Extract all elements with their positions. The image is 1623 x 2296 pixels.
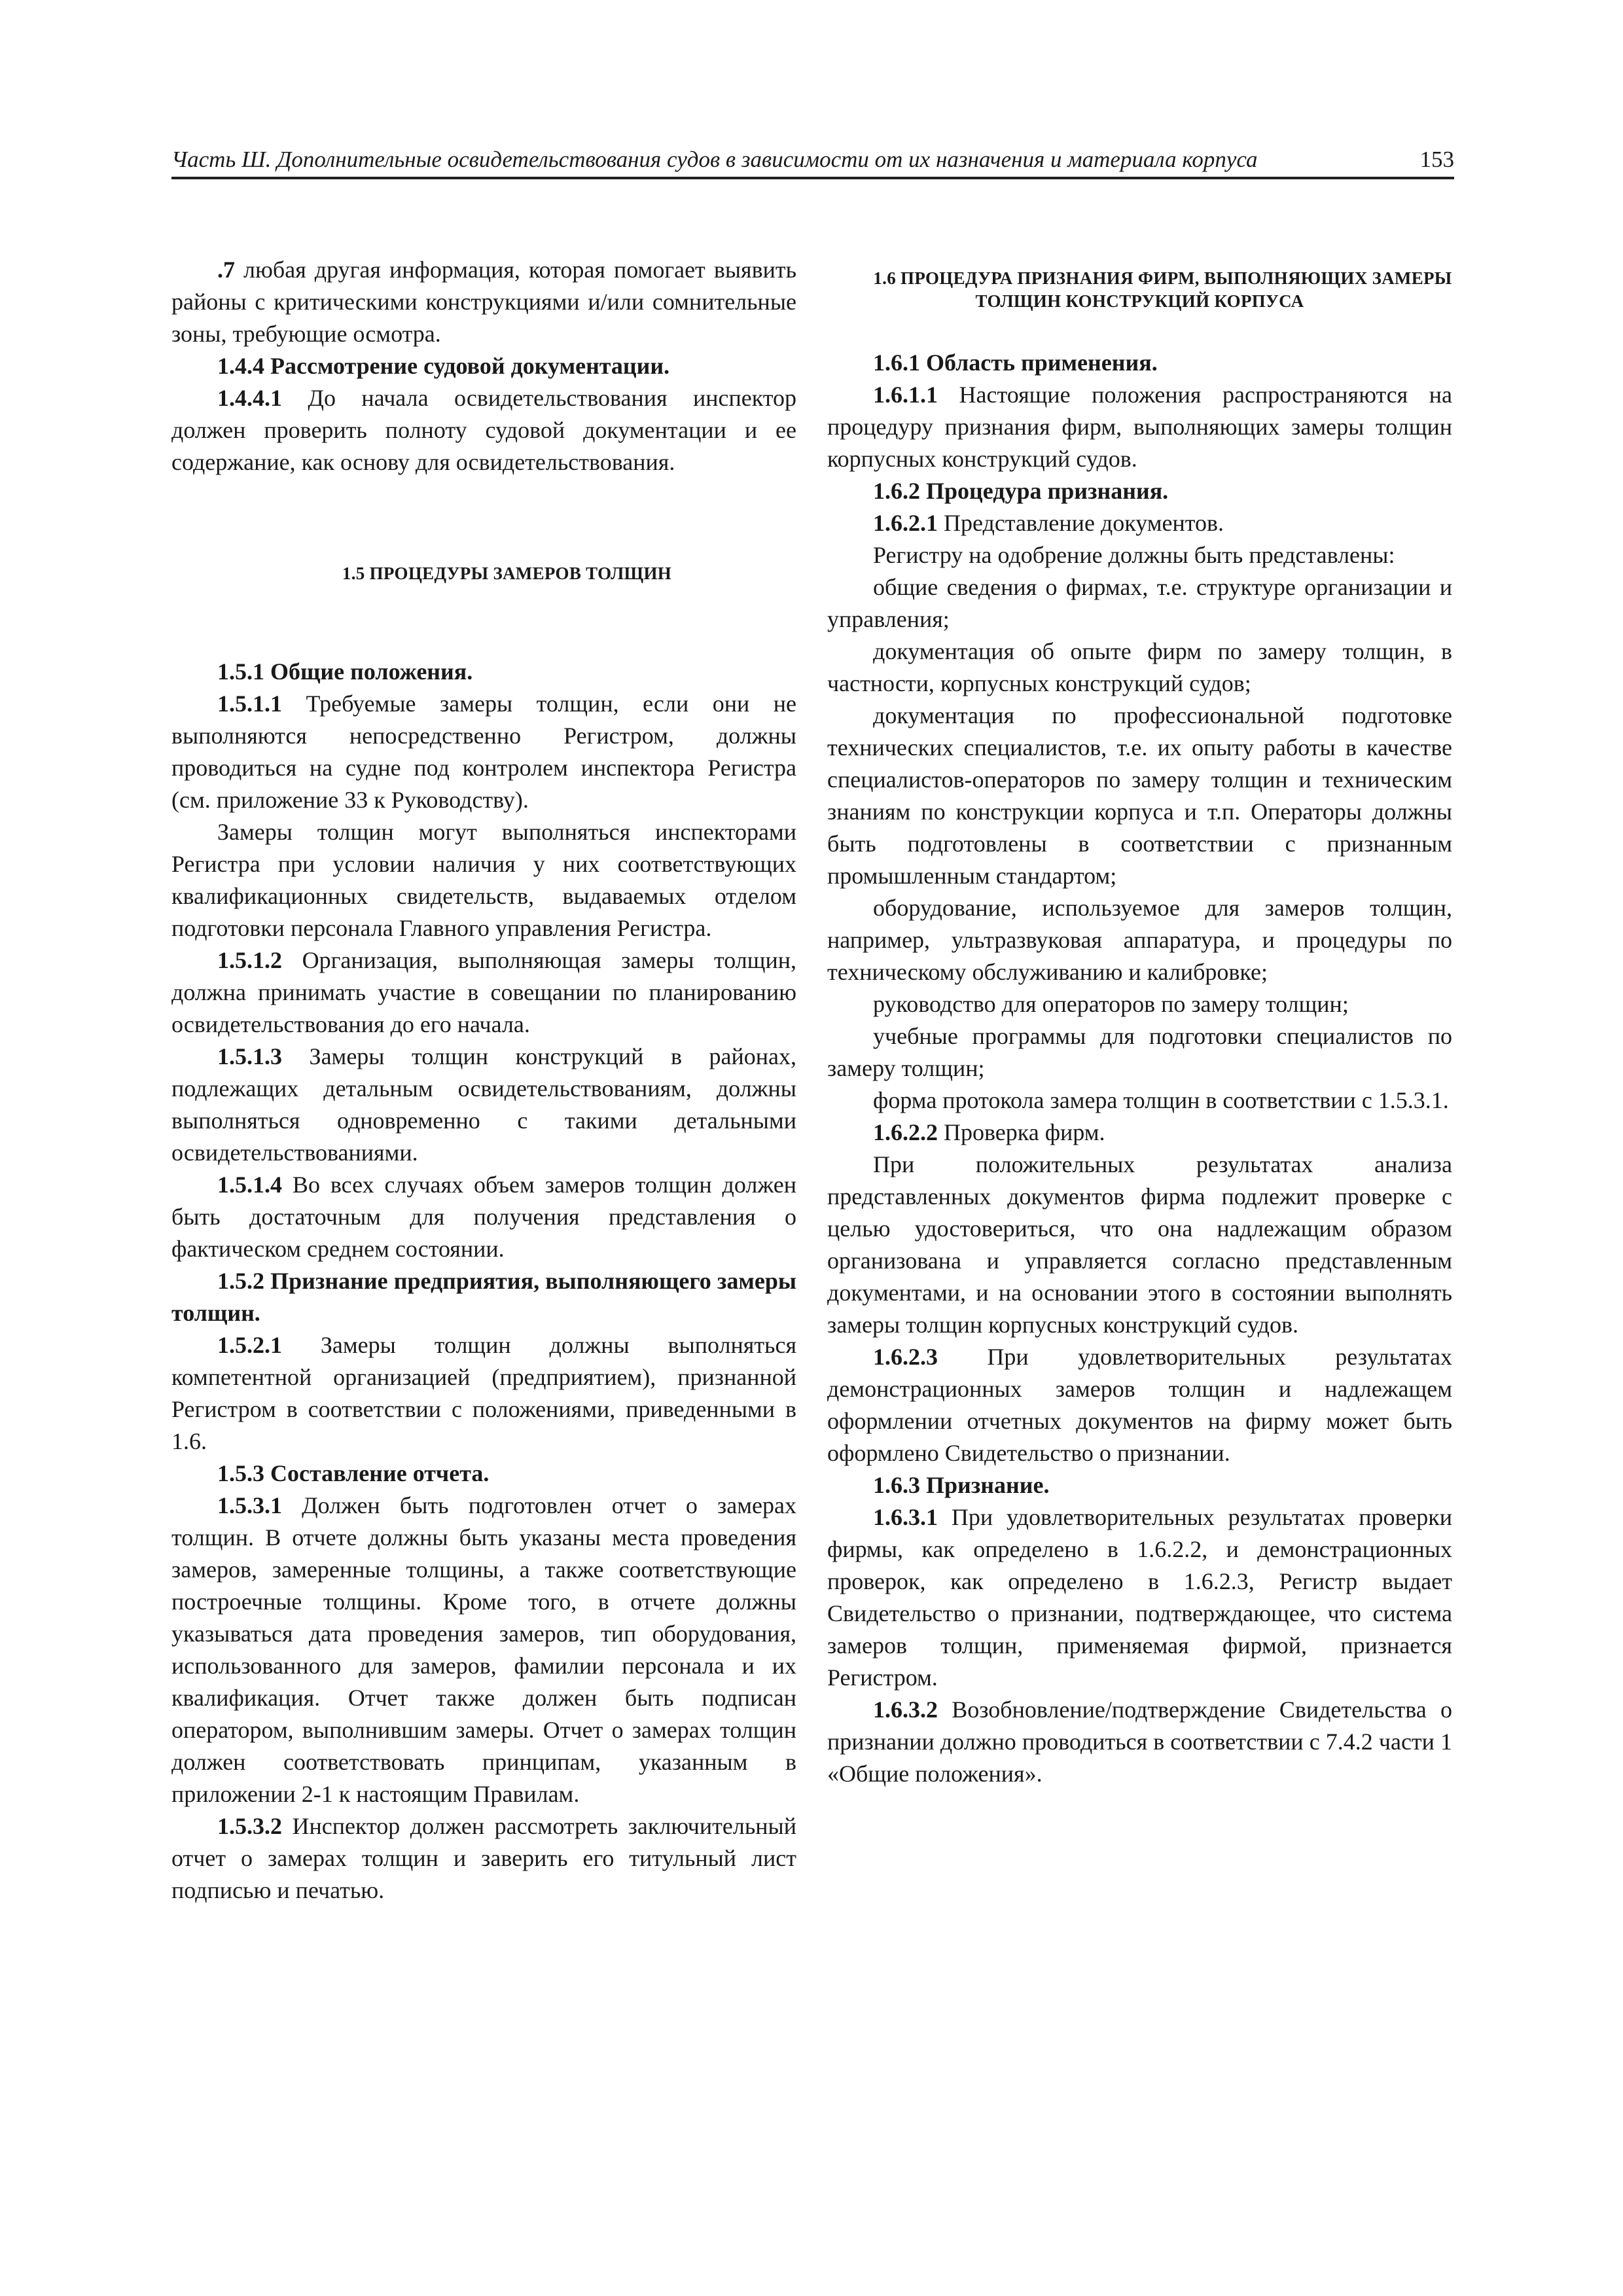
- right-column: [827, 254, 1452, 1790]
- heading-1-5-2: 1.5.2 Признание предприятия, выполняющего замеры толщин.: [171, 1268, 796, 1326]
- heading-1-4-4: 1.4.4 Рассмотрение судовой документации.: [217, 353, 670, 379]
- list-item-document: документация по профессиональной подготовке технических специалистов, т.е. их опыту работы в качестве специалистов-операторов по замеру толщин и техническим знаниям по конструкции корпуса и т.п. Операторы должны быть подготовлены в соответствии с признанным промышленным стандартом;: [827, 702, 1452, 889]
- list-item-document: общие сведения о фирмах, т.е. структуре организации и управления;: [827, 574, 1452, 632]
- clause-number: 1.5.2.1: [217, 1332, 282, 1358]
- paragraph-1-5-3-2: [171, 1810, 796, 1907]
- section-title-1-5: 1.5 ПРОЦЕДУРЫ ЗАМЕРОВ ТОЛЩИН: [342, 564, 672, 583]
- clause-number: 1.4.4.1: [217, 385, 282, 411]
- clause-number: 1.6.2.2: [873, 1119, 938, 1145]
- running-title: Часть Ш. Дополнительные освидетельствования судов в зависимости от их назначения и материала корпуса: [171, 147, 1258, 172]
- paragraph-1-5-2-1: [171, 1329, 796, 1458]
- running-header: [171, 143, 1454, 179]
- paragraph-item-7: [171, 254, 796, 350]
- paragraph-1-5-1-3: [171, 1041, 796, 1169]
- left-column: [171, 254, 796, 1907]
- paragraph-1-5-1-4: [171, 1169, 796, 1265]
- paragraph-1-5-1-1: [171, 688, 796, 816]
- paragraph-text: Возобновление/подтверждение Свидетельства о признании должно проводиться в соответствии с 7.4.2 части 1 «Общие положения».: [827, 1696, 1452, 1787]
- paragraph-1-4-4-1: [171, 382, 796, 478]
- paragraph-text: Требуемые замеры толщин, если они не выполняются непосредственно Регистром, должны проводиться на судне под контролем инспектора Регистра (см. приложение 33 к Руководству).: [171, 691, 796, 813]
- paragraph-text: Инспектор должен рассмотреть заключительный отчет о замерах толщин и заверить его титульный лист подписью и печатью.: [171, 1813, 796, 1903]
- paragraph-text: Замеры толщин конструкций в районах, подлежащих детальным освидетельствованиям, должны выполняться одновременно с такими детальными освидетельствованиями.: [171, 1043, 796, 1166]
- clause-number: 1.5.3.2: [217, 1813, 282, 1839]
- paragraph-text: При удовлетворительных результатах демонстрационных замеров толщин и надлежащем оформлении отчетных документов на фирму может быть оформлено Свидетельство о признании.: [827, 1344, 1452, 1466]
- section-title-1-6: 1.6 ПРОЦЕДУРА ПРИЗНАНИЯ ФИРМ, ВЫПОЛНЯЮЩИХ ЗАМЕРЫ ТОЛЩИН КОНСТРУКЦИЙ КОРПУСА: [873, 268, 1452, 311]
- clause-number: 1.6.1.1: [873, 382, 938, 408]
- list-item-document: учебные программы для подготовки специалистов по замеру толщин;: [827, 1023, 1452, 1081]
- paragraph-text: Организация, выполняющая замеры толщин, должна принимать участие в совещании по планированию освидетельствования до его начала.: [171, 947, 796, 1037]
- paragraph-1-6-2-2-continued: При положительных результатах анализа представленных документов фирма подлежит проверке с целью удостовериться, что она надлежащим образом организована и управляется согласно представленным документами, и на основании этого в состоянии выполнять замеры толщин корпусных конструкций судов.: [827, 1151, 1452, 1338]
- paragraph-1-6-2-2: [827, 1117, 1452, 1149]
- paragraph-1-5-3-1: [171, 1490, 796, 1810]
- paragraph-text: Во всех случаях объем замеров толщин должен быть достаточным для получения представления о фактическом среднем состоянии.: [171, 1172, 796, 1262]
- paragraph-1-6-3-1: [827, 1501, 1452, 1694]
- paragraph-1-6-1-1: [827, 379, 1452, 475]
- paragraph-1-5-1-2: [171, 944, 796, 1041]
- paragraph-text: До начала освидетельствования инспектор должен проверить полноту судовой документации и ее содержание, как основу для освидетельствования.: [171, 385, 796, 475]
- heading-1-6-3: 1.6.3 Признание.: [873, 1472, 1050, 1498]
- item-number: .7: [217, 257, 235, 283]
- clause-number: 1.5.1.2: [217, 947, 282, 973]
- clause-number: 1.5.1.3: [217, 1043, 282, 1069]
- clause-number: 1.6.2.3: [873, 1344, 938, 1370]
- paragraph-text: Представление документов.: [938, 510, 1224, 536]
- paragraph-text: Замеры толщин должны выполняться компетентной организацией (предприятием), признанной Регистром в соответствии с положениями, приведенными в 1.6.: [171, 1332, 796, 1454]
- paragraph-1-6-3-2: [827, 1694, 1452, 1790]
- paragraph-text: Должен быть подготовлен отчет о замерах толщин. В отчете должны быть указаны места проведения замеров, замеренные толщины, а также соответствующие построечные толщины. Кроме того, в отчете должны указываться дата проведения замеров, тип оборудования, использованного для замеров, фамилии персонала и их квалификация. Отчет также должен быть подписан оператором, выполнившим замеры. Отчет о замерах толщин должен соответствовать принципам, указанным в приложении 2-1 к настоящим Правилам.: [171, 1492, 796, 1807]
- paragraph-1-6-2-3: [827, 1341, 1452, 1469]
- clause-number: 1.6.2.1: [873, 510, 938, 536]
- heading-1-5-1: 1.5.1 Общие положения.: [217, 658, 473, 685]
- paragraph-text: любая другая информация, которая помогает выявить районы с критическими конструкциями и/или сомнительные зоны, требующие осмотра.: [171, 257, 796, 347]
- clause-number: 1.6.3.1: [873, 1504, 938, 1530]
- clause-number: 1.5.3.1: [217, 1492, 282, 1518]
- paragraph-1-5-1-1-continued: Замеры толщин могут выполняться инспекторами Регистра при условии наличия у них соответствующих квалификационных свидетельств, выдаваемых отделом подготовки персонала Главного управления Регистра.: [171, 819, 796, 941]
- paragraph-1-6-2-1: [827, 507, 1452, 539]
- heading-1-6-1: 1.6.1 Область применения.: [873, 350, 1158, 376]
- heading-1-6-2: 1.6.2 Процедура признания.: [873, 478, 1169, 504]
- paragraph-text: Проверка фирм.: [938, 1119, 1105, 1145]
- list-item-document: оборудование, используемое для замеров толщин, например, ультразвуковая аппаратура, и процедуры по техническому обслуживанию и калибровке;: [827, 895, 1452, 985]
- clause-number: 1.5.1.4: [217, 1172, 282, 1198]
- heading-1-5-3: 1.5.3 Составление отчета.: [217, 1460, 490, 1486]
- list-item-document: форма протокола замера толщин в соответствии с 1.5.3.1.: [873, 1087, 1449, 1113]
- paragraph-text: При удовлетворительных результатах проверки фирмы, как определено в 1.6.2.2, и демонстрационных проверок, как определено в 1.6.2.3, Регистр выдает Свидетельство о признании, подтверждающее, что система замеров толщин, применяемая фирмой, признается Регистром.: [827, 1504, 1452, 1691]
- clause-number: 1.5.1.1: [217, 691, 282, 717]
- page-number: 153: [1419, 147, 1454, 172]
- list-item-document: руководство для операторов по замеру толщин;: [873, 991, 1349, 1017]
- list-item-document: документация об опыте фирм по замеру толщин, в частности, корпусных конструкций судов;: [827, 638, 1452, 696]
- paragraph-text: Настоящие положения распространяются на процедуру признания фирм, выполняющих замеры толщин корпусных конструкций судов.: [827, 382, 1452, 472]
- clause-number: 1.6.3.2: [873, 1696, 938, 1723]
- paragraph-documents-intro: Регистру на одобрение должны быть представлены:: [873, 542, 1395, 568]
